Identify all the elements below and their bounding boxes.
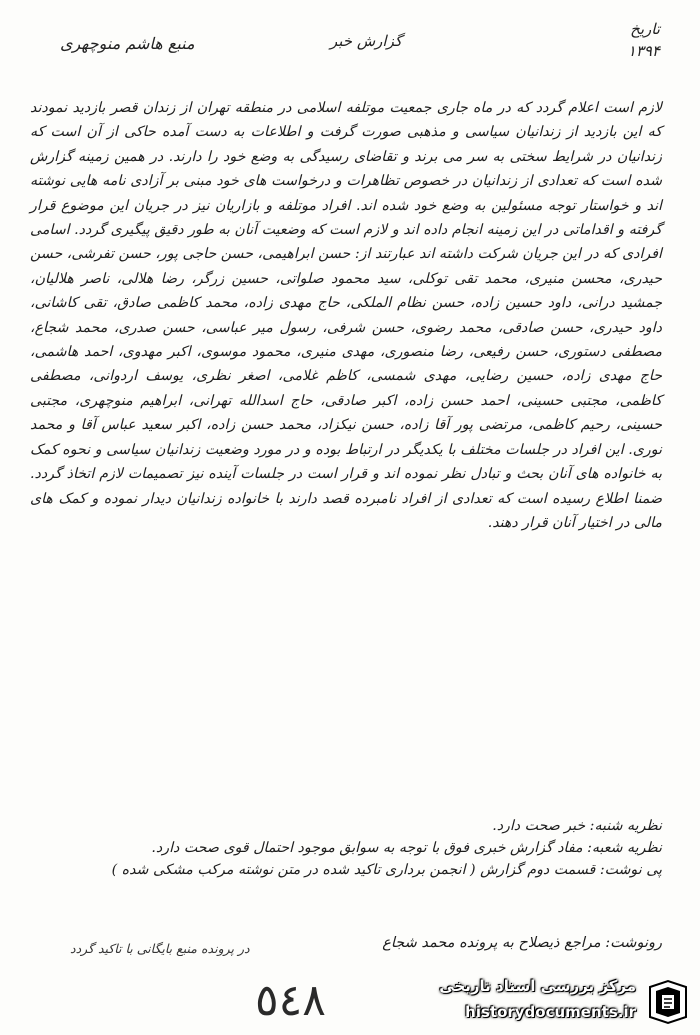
report-conclusion — [40, 815, 662, 881]
document-header — [40, 18, 660, 98]
report-body: لازم است اعلام گردد که در ماه جاری جمعیت موتلفه اسلامی در منطقه تهران از زندان قصر بازدید نمودند که این بازدید از زندانیان سیاسی و مذهبی صورت گرفت و اطلاعات به دست آمده حاکی از آن است که زندانیان در شرایط سختی به سر می برند و تقاضای رسیدگی به وضع خود را دارند. در همین زمینه گزارش شده است که تعدادی از زندانیان در خصوص تظاهرات و درخواست های خود مبنی بر آزادی نامه هایی نوشته اند و خواستار توجه مسئولین به وضع خود شده اند. افراد موتلفه و بازاریان نیز در جریان این موضوع قرار گرفته و اقداماتی در این زمینه انجام داده اند و لازم است که وضعیت آنان به طور دقیق پیگیری گردد. اسامی افرادی که در این جریان شرکت داشته اند عبارتند از: حسن ابراهیمی، حسن حاجی پور، حسن تفرشی، حسن حیدری، محسن منیری، محمد تقی توکلی، سید محمود صلواتی، حسین زرگر، رضا هلالی، ناصر هلالیان، جمشید درانی، داود حسین زاده، حسن نظام الملکی، حاج مهدی زاده، محمد کاظمی صادق، تقی کاشانی، داود حیدری، حسن صادقی، محمد رضوی، حسن شرفی، رسول میر عباسی، حسن صدری، محمد شجاع، مصطفی دستوری، حسن رفیعی، رضا منصوری، مهدی منیری، محمود موسوی، اکبر مهدوی، احمد هاشمی، حاج مهدی زاده، حسین رضایی، مهدی شمسی، کاظم غلامی، اصغر نظری، یوسف اردوانی، مصطفی کاظمی، مجتبی حسینی، احمد حسن زاده، اکبر صادقی، حاج اسدالله تهرانی، ابراهیم منوچهری، مجتبی حسینی، رحیم کاظمی، مرتضی پور آقا زاده، حسن نیکزاد، محمد حسن زاده، اکبر سعید عباس آقا و محمد نوری. این افراد در جلسات مختلف با یکدیگر در ارتباط بوده و در مورد وضعیت زندانیان سیاسی و نحوه کمک به خانواده های آنان بحث و تبادل نظر نموده اند و قرار است در جلسات آینده نیز تصمیمات لازم اتخاذ گردد. ضمنا اطلاع رسیده است که تعدادی از افراد نامبرده قصد دارند با خانواده زندانیان دیدار نموده و کمک های مالی در اختیار آنان قرار دهند. — [30, 100, 662, 531]
date-value: ۱۳۹۴ — [627, 42, 660, 60]
archive-logo-icon — [644, 977, 692, 1025]
addressee-heading: منبع هاشم منوچهری — [60, 34, 195, 53]
signature-main: رونوشت: مراجع ذیصلاح به پرونده محمد شجاع — [382, 935, 662, 951]
page-number: ٥٤٨ — [255, 975, 326, 1026]
date-label: تاریخ — [630, 20, 660, 38]
signature-block — [40, 935, 662, 975]
conclusion-line-3: پی نوشت: قسمت دوم گزارش ( انجمن برداری تاکید شده در متن نوشته مرکب مشکی شده ) — [111, 862, 662, 878]
watermark — [392, 973, 692, 1029]
date-block — [520, 18, 660, 62]
watermark-title: مرکز بررسی اسناد تاریخی — [439, 977, 636, 995]
subject-heading: گزارش خبر — [330, 32, 402, 50]
signature-note: در پرونده منبع بایگانی با تاکید گردد — [70, 941, 250, 956]
conclusion-line-2: نظریه شعبه: مفاد گزارش خبری فوق با توجه به سوابق موجود احتمال قوی صحت دارد. — [151, 840, 662, 856]
conclusion-line-1: نظریه شنبه: خبر صحت دارد. — [492, 818, 662, 834]
watermark-url: historydocuments.ir — [465, 1003, 636, 1021]
